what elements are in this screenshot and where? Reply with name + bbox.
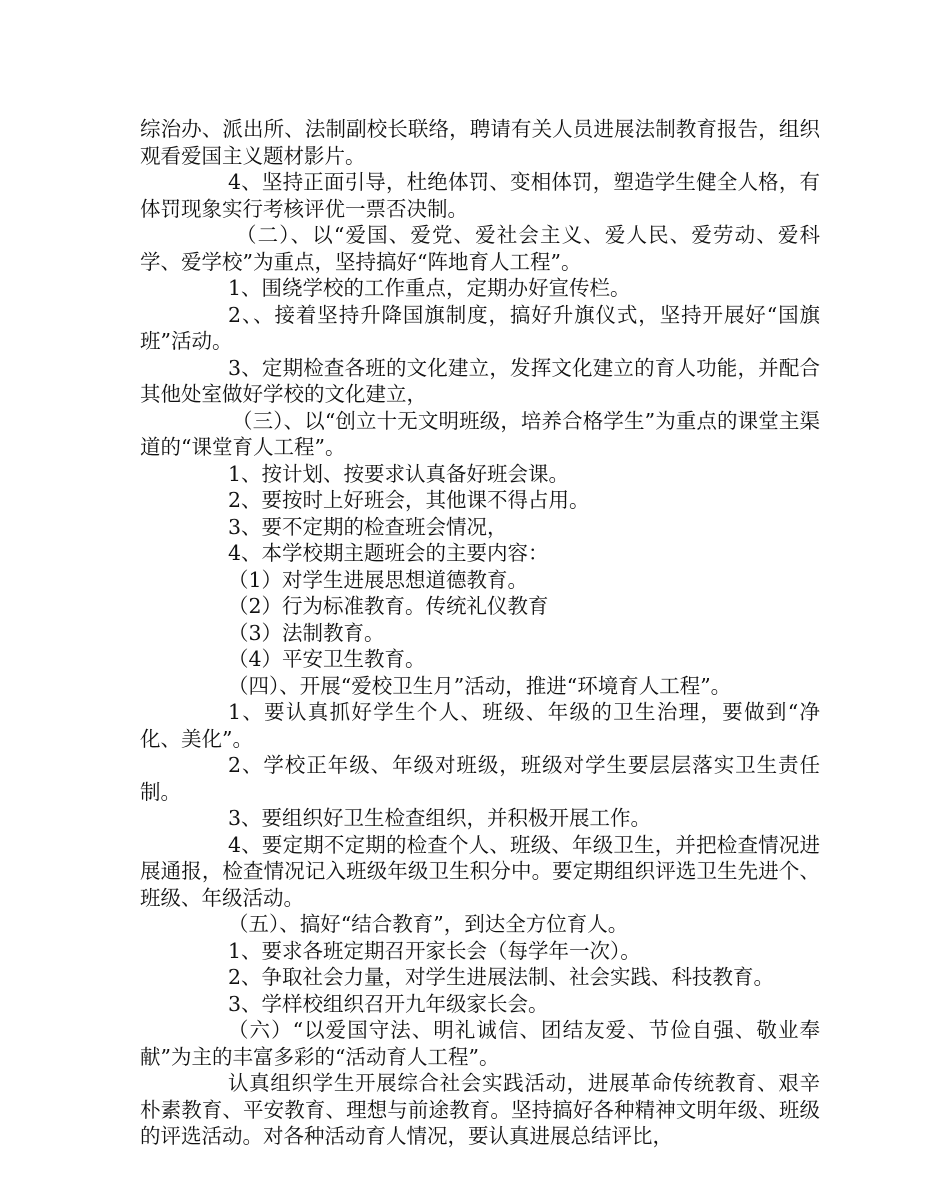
document-body <box>140 116 820 1150</box>
paragraph: 2、争取社会力量，对学生进展法制、社会实践、科技教育。 <box>228 965 775 989</box>
paragraph: 3、要不定期的检查班会情况， <box>228 514 508 539</box>
paragraph: 4、本学校期主题班会的主要内容： <box>228 541 549 565</box>
paragraph: （1）对学生进展思想道德教育。 <box>228 567 529 592</box>
paragraph: （3）法制教育。 <box>228 620 385 645</box>
paragraph: （三）、以“创立十无文明班级，培养合格学生”为重点的课堂主渠道的“课堂育人工程”。 <box>140 408 820 459</box>
paragraph: 2、学校正年级、年级对班级，班级对学生要层层落实卫生责任制。 <box>140 753 820 804</box>
paragraph: 1、要求各班定期召开家长会（每学年一次）。 <box>228 938 641 963</box>
paragraph: 4、要定期不定期的检查个人、班级、年级卫生，并把检查情况进展通报，检查情况记入班级年级卫生积分中。要定期组织评选卫生先进个、班级、年级活动。 <box>140 832 820 910</box>
paragraph: 综治办、派出所、法制副校长联络，聘请有关人员进展法制教育报告，组织观看爱国主义题材影片。 <box>140 117 820 168</box>
paragraph: 1、围绕学校的工作重点，定期办好宣传栏。 <box>228 276 631 300</box>
paragraph: 3、要组织好卫生检查组织，并积极开展工作。 <box>228 806 652 830</box>
paragraph: 3、定期检查各班的文化建立，发挥文化建立的育人功能，并配合其他处室做好学校的文化建立， <box>140 355 820 406</box>
paragraph: 2、、接着坚持升降国旗制度，搞好升旗仪式，坚持开展好“国旗班”活动。 <box>140 302 820 353</box>
paragraph: （2）行为标准教育。传统礼仪教育 <box>228 594 549 618</box>
paragraph: （五）、搞好“结合教育”，到达全方位育人。 <box>228 912 629 936</box>
paragraph: （4）平安卫生教育。 <box>228 647 426 671</box>
paragraph: 1、按计划、按要求认真备好班会课。 <box>228 461 570 486</box>
paragraph: 2、要按时上好班会，其他课不得占用。 <box>228 488 590 512</box>
paragraph: （六）“以爱国守法、明礼诚信、团结友爱、节俭自强、敬业奉献”为主的丰富多彩的“活动育人工程”。 <box>140 1018 820 1069</box>
paragraph: （四）、开展“爱校卫生月”活动，推进“环境育人工程”。 <box>228 673 732 698</box>
paragraph: 4、坚持正面引导，杜绝体罚、变相体罚，塑造学生健全人格，有体罚现象实行考核评优一票否决制。 <box>140 170 820 221</box>
paragraph: 1、要认真抓好学生个人、班级、年级的卫生治理，要做到“净化、美化”。 <box>140 700 820 751</box>
paragraph: 3、学样校组织召开九年级家长会。 <box>228 991 549 1016</box>
paragraph: （二）、以“爱国、爱党、爱社会主义、爱人民、爱劳动、爱科学、爱学校”为重点，坚持搞好“阵地育人工程”。 <box>140 223 820 274</box>
paragraph: 认真组织学生开展综合社会实践活动，进展革命传统教育、艰辛朴素教育、平安教育、理想与前途教育。坚持搞好各种精神文明年级、班级的评选活动。对各种活动育人情况，要认真进展总结评比， <box>140 1071 820 1148</box>
